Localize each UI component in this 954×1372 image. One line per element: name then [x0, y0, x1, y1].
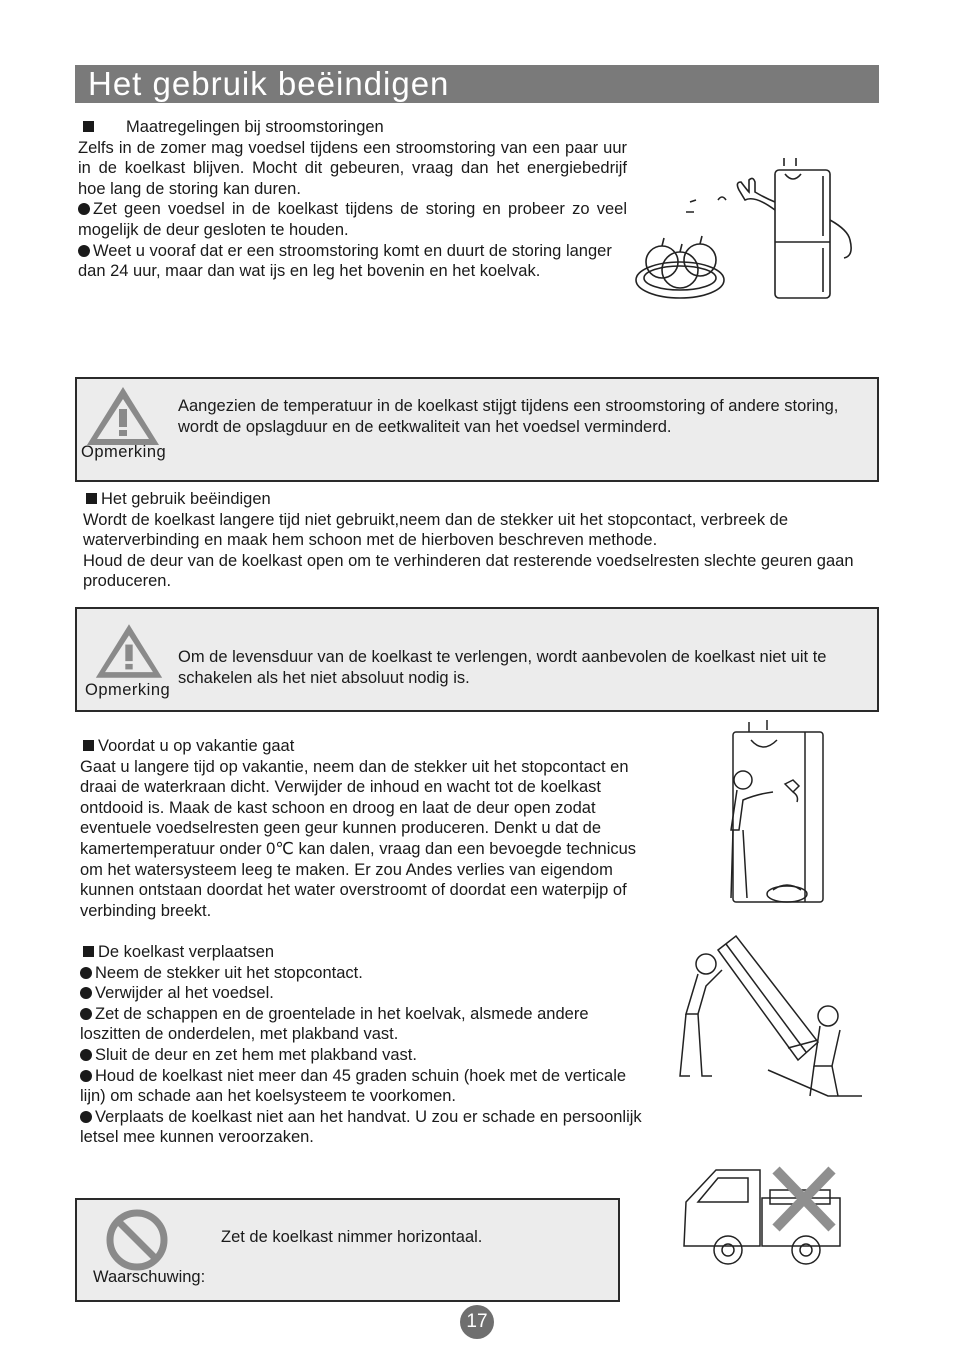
section-end-para-2: Houd de deur van de koelkast open om te verhinderen dat resterende voedselresten slechte geuren gaan produceren.	[83, 551, 854, 591]
prohibition-icon	[105, 1208, 169, 1272]
bullet-dot-icon	[78, 245, 90, 257]
warning-triangle-icon	[85, 385, 161, 447]
note-label: Opmerking	[85, 681, 171, 699]
carrying-fridge-illustration	[668, 930, 868, 1100]
bullet-dot-icon	[80, 987, 92, 999]
bullet-dot-icon	[78, 203, 90, 215]
note-label: Opmerking	[81, 443, 167, 461]
page-title: Het gebruik beëindigen	[88, 65, 450, 102]
truck-fridge-illustration	[680, 1162, 850, 1272]
section-vacation-heading: Voordat u op vakantie gaat	[98, 737, 295, 755]
bullet-dot-icon	[80, 1070, 92, 1082]
page-number: 17	[460, 1305, 494, 1339]
section-end-para-1: Wordt de koelkast langere tijd niet gebruikt,neem dan de stekker uit het stopcontact, verbreek de waterverbinding en maak hem schoon met de hierboven beschreven methode.	[83, 510, 789, 550]
warning-triangle-icon	[94, 621, 164, 681]
note-text: Aangezien de temperatuur in de koelkast stijgt tijdens een stroomstoring of andere storing, wordt de opslagduur en de eetkwaliteit van het voedsel verminderd.	[178, 397, 839, 436]
section-move-bullet: Houd de koelkast niet meer dan 45 graden schuin (hoek met de verticale lijn) om schade aan het koelsysteem te voorkomen.	[80, 1066, 627, 1106]
section-vacation-para: Gaat u langere tijd op vakantie, neem dan de stekker uit het stopcontact en draai de waterkraan dicht. Verwijder de inhoud en wacht tot de koelkast ontdooid is. Maak de kast schoon en droog en laat de deur open zodat eventuele voedselresten geen geur kunnen produceren. Denkt u dat de kamertemperatuur onder 0℃ kan dalen, vraag dan een bevoegde technicus om het watersysteem leeg te maken. Er zou Andes verlies van eigendom kunnen ontstaan doordat het water overstroomt of doordat een waterpijp of verbinding breekt.	[80, 757, 637, 920]
section-move-bullet: Neem de stekker uit het stopcontact.	[95, 963, 363, 982]
section-move-heading: De koelkast verplaatsen	[98, 943, 275, 961]
bullet-square-icon	[86, 493, 97, 504]
note-box	[75, 607, 879, 712]
cross-mark-icon	[776, 1170, 832, 1228]
section-end	[83, 489, 871, 592]
section-power-heading: Maatregelingen bij stroomstoringen	[126, 118, 384, 136]
section-vacation	[80, 736, 650, 921]
section-power	[78, 117, 627, 282]
fridge-apples-illustration	[630, 150, 870, 310]
title-bar	[75, 65, 879, 103]
person-at-fridge-illustration	[715, 718, 835, 908]
section-end-heading: Het gebruik beëindigen	[101, 490, 271, 508]
note-text: Om de levensduur van de koelkast te verlengen, wordt aanbevolen de koelkast niet uit te schakelen als het niet absoluut nodig is.	[178, 648, 827, 687]
bullet-dot-icon	[80, 1111, 92, 1123]
bullet-dot-icon	[80, 1008, 92, 1020]
section-move-bullet: Verplaats de koelkast niet aan het handvat. U zou er schade en persoonlijk letsel mee kunnen veroorzaken.	[80, 1107, 642, 1147]
bullet-square-icon	[83, 946, 94, 957]
section-move-bullet: Sluit de deur en zet hem met plakband vast.	[95, 1045, 417, 1064]
section-power-bullet-1: Zet geen voedsel in de koelkast tijdens de storing en probeer zo veel mogelijk de deur gesloten te houden.	[78, 200, 627, 239]
section-move-bullet: Zet de schappen en de groentelade in het koelvak, alsmede andere loszitten de onderdelen, met plakband vast.	[80, 1004, 589, 1044]
bullet-dot-icon	[80, 1049, 92, 1061]
section-move	[80, 942, 650, 1148]
section-move-bullet: Verwijder al het voedsel.	[95, 984, 274, 1003]
warning-text: Zet de koelkast nimmer horizontaal.	[221, 1228, 483, 1246]
section-power-para: Zelfs in de zomer mag voedsel tijdens een stroomstoring van een paar uur in de koelkast blijven. Mocht dit gebeuren, vraag dan het energiebedrijf hoe lang de storing kan duren.	[78, 138, 627, 198]
bullet-dot-icon	[80, 967, 92, 979]
bullet-square-icon	[83, 740, 94, 751]
bullet-square-icon	[83, 121, 94, 132]
warning-box	[75, 1198, 620, 1302]
section-power-bullet-2: Weet u vooraf dat er een stroomstoring komt en duurt de storing langer dan 24 uur, maar dan wat ijs en leg het bovenin en het koelvak.	[78, 241, 612, 281]
warning-label: Waarschuwing:	[93, 1268, 206, 1286]
note-box	[75, 377, 879, 482]
